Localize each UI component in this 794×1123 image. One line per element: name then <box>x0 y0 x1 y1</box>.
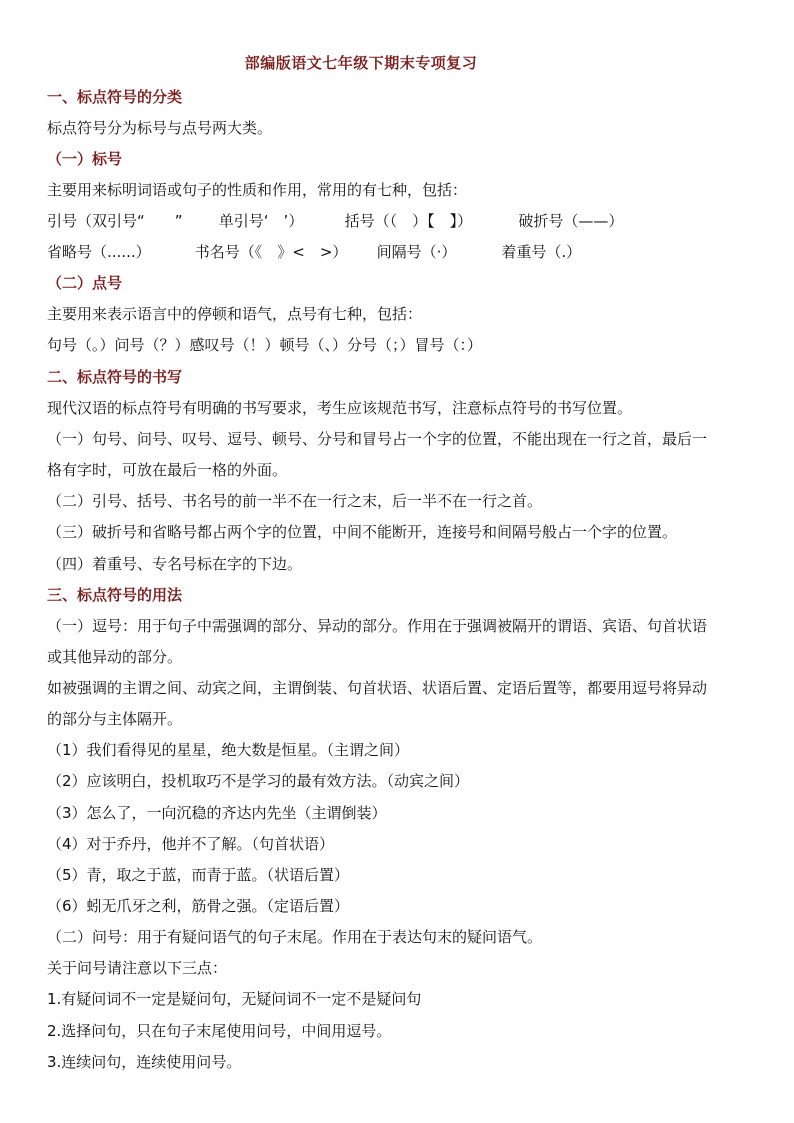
paragraph: 格有字时，可放在最后一格的外面。 <box>47 461 288 479</box>
paragraph: （一）句号、问号、叹号、逗号、顿号、分号和冒号占一个字的位置，不能出现在一行之首，最后一 <box>47 430 708 448</box>
note-item: 2.选择问句，只在句子末尾使用问号，中间用逗号。 <box>47 1022 392 1040</box>
paragraph: （二）问号：用于有疑问语气的句子末尾。作用在于表达句末的疑问语气。 <box>47 928 543 946</box>
section-heading-writing: 二、标点符号的书写 <box>47 368 183 386</box>
paragraph: （四）着重号、专名号标在字的下边。 <box>47 555 303 573</box>
page-title: 部编版语文七年级下期末专项复习 <box>244 54 478 72</box>
mark-item: 引号（双引号“ ” <box>47 212 183 230</box>
paragraph: 现代汉语的标点符号有明确的书写要求，考生应该规范书写，注意标点符号的书写位置。 <box>47 399 633 417</box>
mark-item: 单引号‘ ’） <box>218 212 304 230</box>
mark-item: 书名号（《 》< >） <box>194 243 348 261</box>
note-item: 3.连续问句，连续使用问号。 <box>47 1053 242 1071</box>
section-heading-classification: 一、标点符号的分类 <box>47 88 183 106</box>
example-item: （6）蚓无爪牙之利，筋骨之强。（定语后置） <box>47 897 350 915</box>
example-item: （4）对于乔丹，他并不了解。（句首状语） <box>47 835 335 853</box>
paragraph: 主要用来表示语言中的停顿和语气，点号有七种，包括： <box>47 305 423 323</box>
paragraph: （二）引号、括号、书名号的前一半不在一行之末，后一半不在一行之首。 <box>47 492 543 510</box>
paragraph: （一）逗号：用于句子中需强调的部分、异动的部分。作用在于强调被隔开的谓语、宾语、句首状语 <box>47 617 708 635</box>
paragraph: （三）破折号和省略号都占两个字的位置，中间不能断开，连接号和间隔号般占一个字的位置。 <box>47 523 678 541</box>
section-heading-usage: 三、标点符号的用法 <box>47 586 183 604</box>
mark-item: 括号（（ ）【 】） <box>344 212 473 230</box>
paragraph: 的部分与主体隔开。 <box>47 710 183 728</box>
paragraph: 关于问号请注意以下三点： <box>47 959 228 977</box>
paragraph: 或其他异动的部分。 <box>47 648 183 666</box>
mark-list-row <box>47 241 581 263</box>
mark-list-row: 句号（。）问号（？）感叹号（！）顿号（、）分号（；）冒号（：） <box>47 336 483 354</box>
mark-item: 破折号（——） <box>518 212 624 230</box>
mark-item: 省略号（......） <box>47 243 151 261</box>
paragraph: 主要用来标明词语或句子的性质和作用，常用的有七种，包括： <box>47 181 468 199</box>
paragraph: 标点符号分为标号与点号两大类。 <box>47 119 273 137</box>
example-item: （1）我们看得见的星星，绝大数是恒星。（主谓之间） <box>47 741 410 759</box>
mark-list-row <box>47 210 623 232</box>
note-item: 1.有疑问词不一定是疑问句，无疑问词不一定不是疑问句 <box>47 990 422 1008</box>
mark-item: 着重号（.） <box>501 243 582 261</box>
example-item: （2）应该明白，投机取巧不是学习的最有效方法。（动宾之间） <box>47 772 470 790</box>
example-item: （3）怎么了，一向沉稳的齐达内先坐（主谓倒装） <box>47 804 387 822</box>
subsection-heading-marks: （一）标号 <box>47 150 123 168</box>
example-item: （5）青，取之于蓝，而青于蓝。（状语后置） <box>47 866 350 884</box>
subsection-heading-points: （二）点号 <box>47 274 123 292</box>
paragraph: 如被强调的主谓之间、动宾之间，主谓倒装、句首状语、状语后置、定语后置等，都要用逗号将异动 <box>47 679 708 697</box>
mark-item: 间隔号（·） <box>376 243 457 261</box>
